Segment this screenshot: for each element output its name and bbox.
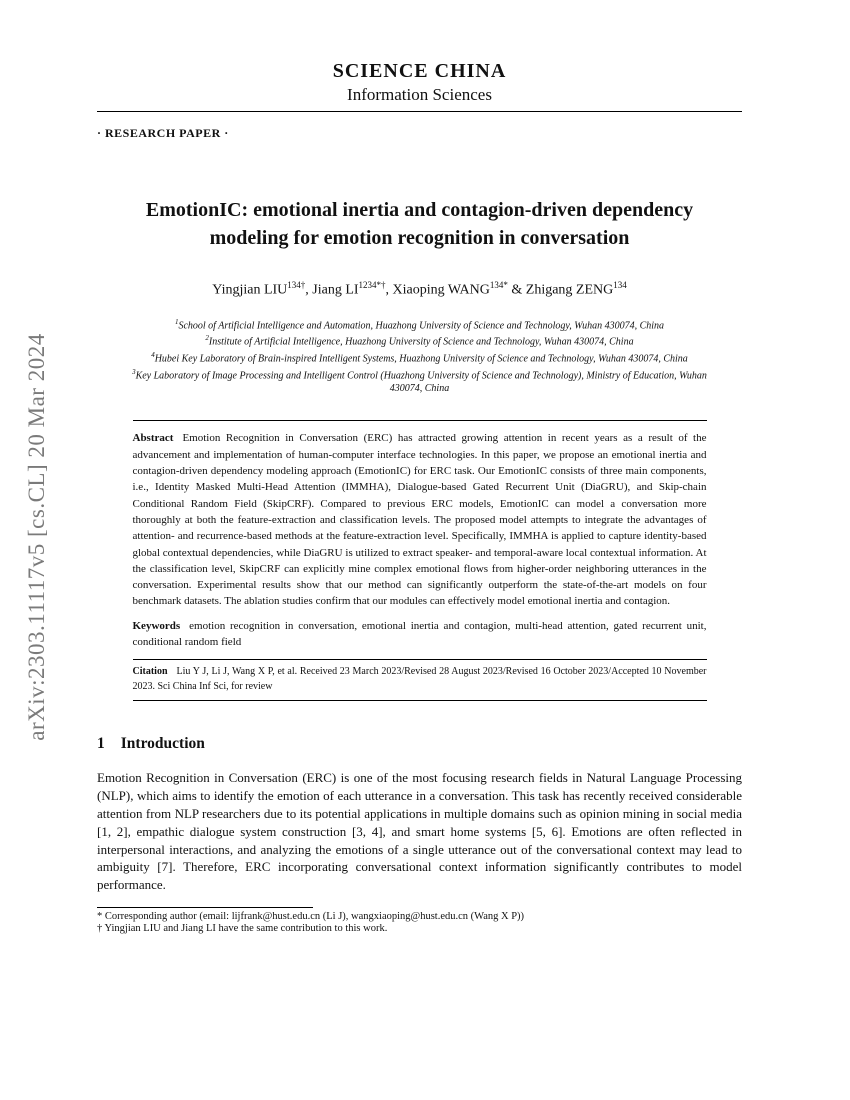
affiliation	[120, 316, 720, 333]
affiliation-superscript: 2	[205, 334, 209, 343]
arxiv-watermark: arXiv:2303.11117v5 [cs.CL] 20 Mar 2024	[24, 333, 49, 741]
author-superscript: 134*	[489, 280, 508, 290]
footnote-equal-contribution: † Yingjian LIU and Jiang LI have the same contribution to this work.	[97, 923, 388, 935]
keywords-label: Keywords	[132, 619, 181, 632]
abstract-text: Emotion Recognition in Conversation (ERC) has attracted growing attention in recent years as a result of the advancement and implementation of human-computer interface technologies. In this paper, we propose an emotional inertia and contagion-driven dependency modeling approach (EmotionIC) for ERC task. Our EmotionIC consists of three main components, i.e., Identity Masked Multi-Head Attention (IMMHA), Dialogue-based Gated Recurrent Unit (DiaGRU), and Skip-chain Conditional Random Field (SkipCRF). Compared to previous ERC models, EmotionIC can model a conversation more thoroughly at both the feature-extraction and classification levels. The proposed model attempts to integrate the advantages of attention- and recurrence-based methods at the feature-extraction level. Specifically, IMMHA is applied to capture identity-based global contextual dependencies, while DiaGRU is utilized to extract speaker- and temporal-aware local contextual information. At the classification level, SkipCRF can explicitly mine complex emotional flows from higher-order neighboring utterances in the conversation. Experimental results show that our method can significantly outperform the state-of-the-art models on four benchmark datasets. The ablation studies confirm that our modules can effectively model emotional inertia and contagion.	[132, 432, 707, 608]
author-separator: ,	[385, 282, 393, 298]
section-heading-introduction	[97, 735, 742, 753]
affiliation	[120, 332, 720, 349]
footnote-corresponding-author: * Corresponding author (email: lijfrank@hust.edu.cn (Li J), wangxiaoping@hust.edu.cn (Wang X P))	[97, 910, 525, 922]
abstract-paragraph	[133, 430, 707, 609]
affiliation-text: Institute of Artificial Intelligence, Huazhong University of Science and Technology, Wuhan 430074, China	[208, 336, 634, 348]
author-separator: &	[507, 282, 526, 298]
author-superscript: 134	[613, 280, 627, 290]
author-separator: ,	[305, 282, 313, 298]
affiliation	[120, 366, 720, 395]
affiliation-text: School of Artificial Intelligence and Automation, Huazhong University of Science and Technology, Wuhan 430074, China	[178, 319, 665, 331]
affiliation-superscript: 4	[151, 351, 155, 360]
paper-content	[97, 0, 742, 936]
footnote-rule	[97, 907, 313, 908]
affiliation-text: Key Laboratory of Image Processing and Intelligent Control (Huazhong University of Science and Technology), Ministry of Education, Wuhan 430074, China	[135, 370, 707, 394]
citation-paragraph	[133, 665, 707, 694]
citation-text: Liu Y J, Li J, Wang X P, et al. Received 23 March 2023/Revised 28 August 2023/Revised 16 October 2023/Accepted 10 November 2023. Sci China Inf Sci, for review	[132, 666, 707, 692]
affiliations-block	[97, 316, 742, 396]
header-rule	[97, 111, 742, 112]
section-title: Introduction	[120, 735, 205, 753]
abstract-label: Abstract	[132, 432, 174, 445]
abstract-block	[133, 420, 707, 701]
author-name: Zhigang ZENG	[525, 282, 614, 298]
keywords-text: emotion recognition in conversation, emotional inertia and contagion, multi-head attention, gated recurrent unit, conditional random field	[132, 619, 707, 649]
journal-name: SCIENCE CHINA	[332, 60, 507, 82]
citation-label: Citation	[132, 666, 168, 678]
author-name: Xiaoping WANG	[392, 282, 490, 298]
affiliation-superscript: 3	[132, 368, 136, 377]
affiliation-text: Hubei Key Laboratory of Brain-inspired Intelligent Systems, Huazhong University of Science and Technology, Wuhan 430074, China	[154, 353, 688, 365]
journal-subtitle: Information Sciences	[347, 85, 492, 104]
author-superscript: 1234*†	[358, 280, 386, 290]
author-name: Yingjian LIU	[212, 282, 288, 298]
keywords-paragraph	[133, 618, 707, 651]
author-name: Jiang LI	[312, 282, 359, 298]
authors-line	[97, 280, 742, 299]
section-number: 1	[97, 735, 105, 753]
paper-title: EmotionIC: emotional inertia and contagion-driven dependency modeling for emotion recognition in conversation	[145, 199, 694, 249]
citation-block	[133, 659, 707, 701]
affiliation-superscript: 1	[174, 317, 179, 326]
affiliation	[120, 349, 720, 366]
author-superscript: 134†	[287, 280, 306, 290]
introduction-paragraph: Emotion Recognition in Conversation (ERC) is one of the most focusing research fields in Natural Language Processing (NLP), which aims to identify the emotion of each utterance in a conversation. This task has recently received considerable attention from NLP researchers due to its potential applications in multiple domains such as opinion mining in social media [1, 2], empathic dialogue system construction [3, 4], and smart home systems [5, 6]. Emotions are often reflected in interpersonal interactions, and analyzing the emotions of a single utterance out of the conversational context may lead to ambiguity [7]. Therefore, ERC incorporating conversational context information significantly contributes to model performance.	[97, 770, 742, 893]
paper-type-label: · RESEARCH PAPER ·	[97, 126, 229, 140]
